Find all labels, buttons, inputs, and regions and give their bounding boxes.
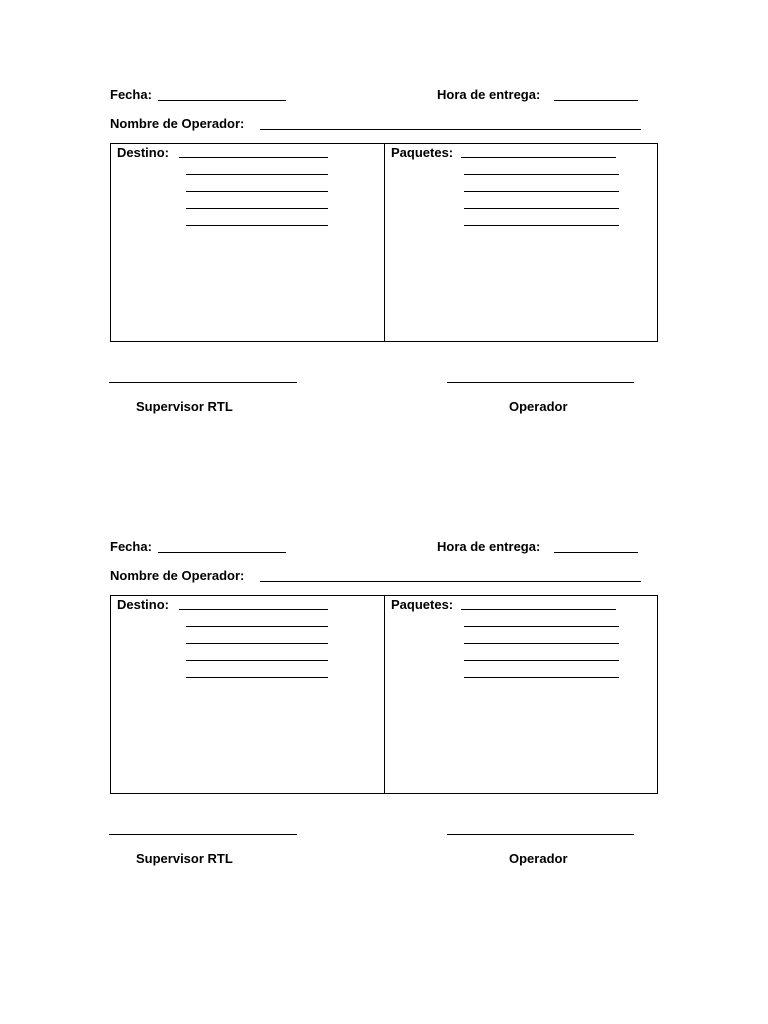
delivery-form-2 (0, 452, 768, 904)
hora-entrega-label: Hora de entrega: (437, 87, 541, 102)
destino-line-2[interactable] (186, 174, 328, 175)
paquetes-line-2[interactable] (464, 626, 619, 627)
destino-line-4[interactable] (186, 208, 328, 209)
paquetes-line-3[interactable] (464, 191, 619, 192)
paquetes-line-3[interactable] (464, 643, 619, 644)
operador-label: Operador (509, 399, 568, 414)
destino-line-3[interactable] (186, 191, 328, 192)
paquetes-label: Paquetes: (391, 597, 454, 612)
supervisor-label: Supervisor RTL (136, 399, 233, 414)
nombre-operador-label: Nombre de Operador: (110, 568, 245, 583)
paquetes-line-2[interactable] (464, 174, 619, 175)
destino-label: Destino: (117, 597, 169, 612)
destino-line-5[interactable] (186, 225, 328, 226)
supervisor-signature-line[interactable] (109, 382, 297, 383)
hora-entrega-label: Hora de entrega: (437, 539, 541, 554)
box-divider (384, 144, 385, 341)
box-divider (384, 596, 385, 793)
fecha-label: Fecha: (110, 539, 152, 554)
destino-line-1[interactable] (179, 609, 328, 610)
nombre-operador-label: Nombre de Operador: (110, 116, 245, 131)
paquetes-line-1[interactable] (461, 157, 616, 158)
hora-entrega-field[interactable] (554, 100, 638, 101)
destino-paquetes-box (110, 143, 658, 342)
paquetes-line-4[interactable] (464, 208, 619, 209)
destino-line-1[interactable] (179, 157, 328, 158)
destino-paquetes-box (110, 595, 658, 794)
delivery-form-1 (0, 0, 768, 452)
nombre-operador-field[interactable] (260, 581, 641, 582)
paquetes-label: Paquetes: (391, 145, 454, 160)
destino-label: Destino: (117, 145, 169, 160)
destino-line-2[interactable] (186, 626, 328, 627)
destino-line-5[interactable] (186, 677, 328, 678)
operador-signature-line[interactable] (447, 834, 634, 835)
fecha-field[interactable] (158, 552, 286, 553)
hora-entrega-field[interactable] (554, 552, 638, 553)
supervisor-signature-line[interactable] (109, 834, 297, 835)
fecha-label: Fecha: (110, 87, 152, 102)
destino-line-3[interactable] (186, 643, 328, 644)
destino-line-4[interactable] (186, 660, 328, 661)
paquetes-line-1[interactable] (461, 609, 616, 610)
operador-signature-line[interactable] (447, 382, 634, 383)
fecha-field[interactable] (158, 100, 286, 101)
paquetes-line-4[interactable] (464, 660, 619, 661)
paquetes-line-5[interactable] (464, 677, 619, 678)
supervisor-label: Supervisor RTL (136, 851, 233, 866)
paquetes-line-5[interactable] (464, 225, 619, 226)
operador-label: Operador (509, 851, 568, 866)
nombre-operador-field[interactable] (260, 129, 641, 130)
